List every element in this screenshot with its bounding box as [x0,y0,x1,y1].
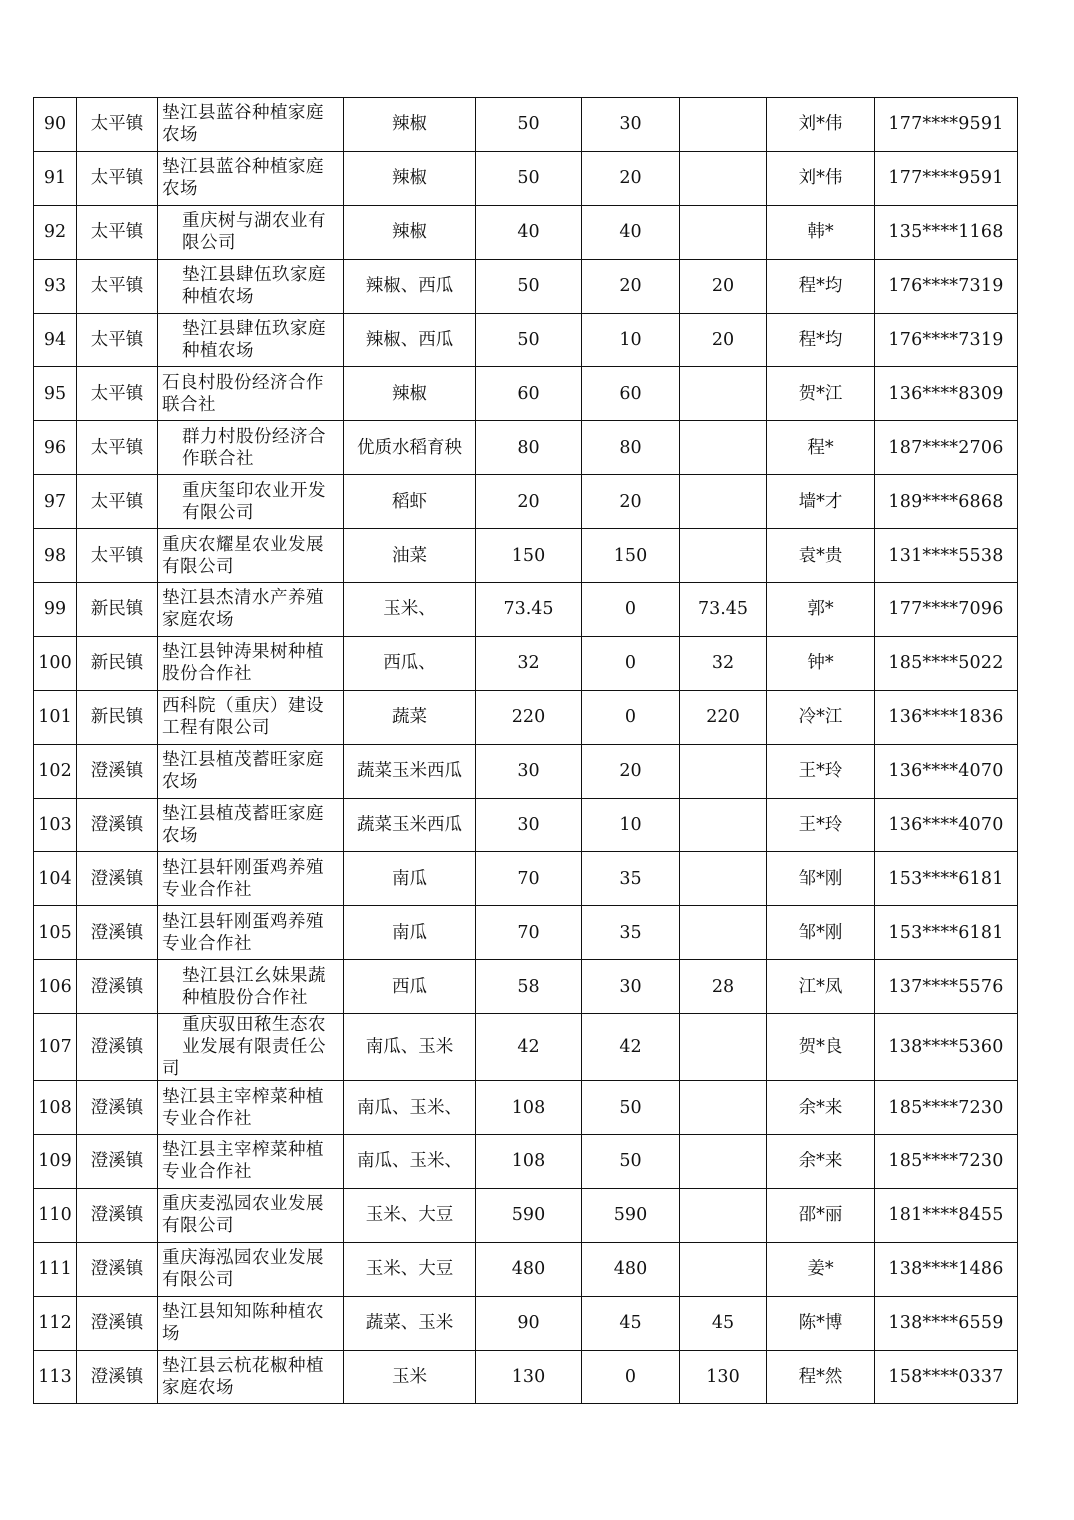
crop-cell: 玉米、 [344,583,476,637]
entity-name-line-1: 西科院（重庆）建设 [162,696,324,717]
table-row [34,151,1018,205]
entity-name-line-2: 工程有限公司 [162,718,270,739]
table-row [34,367,1018,421]
contact-cell: 袁*贵 [767,529,875,583]
value-1-cell: 480 [476,1242,582,1296]
contact-cell: 陈*博 [767,1296,875,1350]
row-number-cell: 113 [34,1350,77,1404]
entity-name-line-2: 专业合作社 [162,879,252,900]
value-2-cell: 20 [582,475,680,529]
town-cell: 太平镇 [77,313,158,367]
value-2-cell: 20 [582,744,680,798]
crop-cell: 玉米 [344,1350,476,1404]
contact-cell: 韩* [767,205,875,259]
value-3-cell [680,906,767,960]
phone-cell: 138****6559 [875,1296,1018,1350]
value-1-cell: 50 [476,151,582,205]
entity-name-line-1: 垫江县杰清水产养殖 [162,588,324,609]
row-number-cell: 91 [34,151,77,205]
entity-name-line-2: 专业合作社 [162,1162,252,1183]
entity-name-line-2: 有限公司 [182,502,254,523]
entity-name-cell [158,259,344,313]
value-2-cell: 60 [582,367,680,421]
contact-cell: 墙*才 [767,475,875,529]
value-1-cell: 108 [476,1081,582,1135]
row-number-cell: 97 [34,475,77,529]
value-1-cell: 30 [476,798,582,852]
contact-cell: 钟* [767,636,875,690]
value-3-cell: 28 [680,960,767,1014]
contact-cell: 刘*伟 [767,151,875,205]
phone-cell: 185****7230 [875,1135,1018,1189]
value-3-cell [680,205,767,259]
table-row [34,690,1018,744]
town-cell: 澄溪镇 [77,1296,158,1350]
value-1-cell: 70 [476,852,582,906]
value-2-cell: 0 [582,1350,680,1404]
value-2-cell: 20 [582,259,680,313]
crop-cell: 辣椒 [344,367,476,421]
row-number-cell: 112 [34,1296,77,1350]
town-cell: 澄溪镇 [77,744,158,798]
row-number-cell: 102 [34,744,77,798]
table-row [34,1350,1018,1404]
entity-name-line-1: 垫江县主宰榨菜种植 [162,1086,324,1107]
row-number-cell: 108 [34,1081,77,1135]
entity-name-line-1: 石良村股份经济合作 [162,372,324,393]
entity-name-line-2: 限公司 [182,233,236,254]
phone-cell: 136****4070 [875,798,1018,852]
row-number-cell: 96 [34,421,77,475]
value-2-cell: 35 [582,906,680,960]
entity-name-line-2: 农场 [162,179,198,200]
phone-cell: 136****4070 [875,744,1018,798]
entity-name-line-1: 垫江县蓝谷种植家庭 [162,157,324,178]
table-row [34,1296,1018,1350]
entity-name-line-2: 种植股份合作社 [182,987,308,1008]
entity-name-line-2: 股份合作社 [162,664,252,685]
contact-cell: 余*来 [767,1081,875,1135]
crop-cell: 南瓜、玉米、 [344,1081,476,1135]
value-3-cell [680,1188,767,1242]
value-1-cell: 130 [476,1350,582,1404]
phone-cell: 189****6868 [875,475,1018,529]
phone-cell: 135****1168 [875,205,1018,259]
table-body [34,98,1018,1404]
crop-cell: 蔬菜 [344,690,476,744]
entity-name-line-1: 垫江县肆伍玖家庭 [182,265,326,286]
value-3-cell [680,367,767,421]
entity-name-cell [158,798,344,852]
entity-name-cell [158,583,344,637]
entity-name-line-1: 重庆麦泓园农业发展 [162,1194,324,1215]
town-cell: 澄溪镇 [77,906,158,960]
phone-cell: 138****1486 [875,1242,1018,1296]
value-2-cell: 30 [582,960,680,1014]
value-1-cell: 150 [476,529,582,583]
crop-cell: 西瓜、 [344,636,476,690]
contact-cell: 程*均 [767,259,875,313]
value-3-cell [680,744,767,798]
contact-cell: 刘*伟 [767,98,875,152]
value-2-cell: 45 [582,1296,680,1350]
entity-name-line-2: 作联合社 [182,448,254,469]
entity-name-cell [158,1014,344,1081]
value-1-cell: 58 [476,960,582,1014]
value-2-cell: 10 [582,313,680,367]
value-2-cell: 0 [582,690,680,744]
value-1-cell: 90 [476,1296,582,1350]
value-1-cell: 70 [476,906,582,960]
table-row [34,1014,1018,1081]
row-number-cell: 90 [34,98,77,152]
table-row [34,744,1018,798]
table-row [34,1188,1018,1242]
town-cell: 澄溪镇 [77,798,158,852]
phone-cell: 137****5576 [875,960,1018,1014]
crop-cell: 南瓜 [344,906,476,960]
entity-name-line-2: 家庭农场 [162,1378,234,1399]
table-row [34,475,1018,529]
value-2-cell: 0 [582,636,680,690]
value-1-cell: 50 [476,313,582,367]
value-3-cell: 220 [680,690,767,744]
entity-name-line-1: 垫江县云杭花椒种植 [162,1356,324,1377]
row-number-cell: 107 [34,1014,77,1081]
value-3-cell [680,421,767,475]
row-number-cell: 109 [34,1135,77,1189]
town-cell: 太平镇 [77,151,158,205]
contact-cell: 王*玲 [767,744,875,798]
value-3-cell: 130 [680,1350,767,1404]
town-cell: 太平镇 [77,529,158,583]
phone-cell: 177****9591 [875,151,1018,205]
row-number-cell: 92 [34,205,77,259]
entity-name-cell [158,744,344,798]
town-cell: 新民镇 [77,690,158,744]
table-row [34,313,1018,367]
town-cell: 新民镇 [77,636,158,690]
value-2-cell: 0 [582,583,680,637]
row-number-cell: 104 [34,852,77,906]
value-3-cell [680,1242,767,1296]
contact-cell: 姜* [767,1242,875,1296]
entity-name-line-1: 垫江县肆伍玖家庭 [182,319,326,339]
entity-name-cell [158,151,344,205]
town-cell: 澄溪镇 [77,1081,158,1135]
phone-cell: 131****5538 [875,529,1018,583]
row-number-cell: 94 [34,313,77,367]
value-3-cell [680,798,767,852]
table-row [34,529,1018,583]
town-cell: 太平镇 [77,367,158,421]
row-number-cell: 106 [34,960,77,1014]
crop-cell: 辣椒 [344,205,476,259]
value-1-cell: 20 [476,475,582,529]
entity-name-cell [158,529,344,583]
town-cell: 澄溪镇 [77,1014,158,1081]
crop-cell: 南瓜 [344,852,476,906]
contact-cell: 程* [767,421,875,475]
entity-name-cell [158,421,344,475]
entity-name-line-2: 农场 [162,772,198,793]
phone-cell: 176****7319 [875,259,1018,313]
table-row [34,583,1018,637]
entity-name-line-2: 有限公司 [162,556,234,577]
crop-cell: 玉米、大豆 [344,1242,476,1296]
entity-name-cell [158,98,344,152]
entity-name-line-1: 垫江县江幺妹果蔬 [182,965,326,986]
value-2-cell: 50 [582,1081,680,1135]
value-2-cell: 30 [582,98,680,152]
entity-name-line-1: 重庆农耀星农业发展 [162,534,324,555]
entity-name-cell [158,690,344,744]
value-3-cell [680,529,767,583]
entity-name-line-2: 有限公司 [162,1216,234,1237]
value-2-cell: 480 [582,1242,680,1296]
value-3-cell: 73.45 [680,583,767,637]
contact-cell: 冷*江 [767,690,875,744]
value-1-cell: 42 [476,1014,582,1081]
value-3-cell [680,151,767,205]
value-3-cell: 32 [680,636,767,690]
crop-cell: 南瓜、玉米、 [344,1135,476,1189]
row-number-cell: 111 [34,1242,77,1296]
entity-name-cell [158,852,344,906]
value-1-cell: 73.45 [476,583,582,637]
value-3-cell: 45 [680,1296,767,1350]
crop-cell: 辣椒 [344,151,476,205]
town-cell: 澄溪镇 [77,1188,158,1242]
value-2-cell: 40 [582,205,680,259]
phone-cell: 153****6181 [875,906,1018,960]
contact-cell: 邵*丽 [767,1188,875,1242]
table-row [34,1081,1018,1135]
entity-name-line-1: 垫江县钟涛果树种植 [162,642,324,663]
entity-name-line-1: 群力村股份经济合 [182,426,326,447]
value-3-cell [680,98,767,152]
phone-cell: 138****5360 [875,1014,1018,1081]
crop-cell: 优质水稻育秧 [344,421,476,475]
contact-cell: 江*凤 [767,960,875,1014]
row-number-cell: 100 [34,636,77,690]
town-cell: 澄溪镇 [77,1242,158,1296]
crop-cell: 辣椒、西瓜 [344,259,476,313]
table-row [34,636,1018,690]
crop-cell: 辣椒、西瓜 [344,313,476,367]
entity-name-line-1: 垫江县植茂蓄旺家庭 [162,804,324,825]
crop-cell: 稻虾 [344,475,476,529]
entity-name-line-1: 重庆树与湖农业有 [182,211,326,232]
phone-cell: 181****8455 [875,1188,1018,1242]
entity-name-cell [158,313,344,367]
entity-name-cell [158,1242,344,1296]
phone-cell: 187****2706 [875,421,1018,475]
contact-cell: 郭* [767,583,875,637]
value-3-cell [680,1014,767,1081]
entity-name-line-2: 种植农场 [182,287,254,308]
crop-cell: 蔬菜玉米西瓜 [344,798,476,852]
value-2-cell: 50 [582,1135,680,1189]
entity-name-cell [158,636,344,690]
entity-name-line-1: 重庆海泓园农业发展 [162,1248,324,1269]
entity-name-cell [158,475,344,529]
contact-cell: 程*均 [767,313,875,367]
table-row [34,1242,1018,1296]
data-table [33,97,1018,1404]
phone-cell: 176****7319 [875,313,1018,367]
entity-name-line-1: 垫江县知知陈种植农 [162,1302,324,1323]
entity-name-cell [158,1296,344,1350]
entity-name-line-2: 专业合作社 [162,933,252,954]
entity-name-line-1: 垫江县主宰榨菜种植 [162,1140,324,1161]
table-row [34,1135,1018,1189]
crop-cell: 蔬菜玉米西瓜 [344,744,476,798]
contact-cell: 邹*刚 [767,906,875,960]
phone-cell: 185****5022 [875,636,1018,690]
contact-cell: 邹*刚 [767,852,875,906]
value-3-cell [680,1135,767,1189]
table-row [34,798,1018,852]
phone-cell: 177****7096 [875,583,1018,637]
entity-name-line-2: 有限公司 [162,1270,234,1291]
value-1-cell: 50 [476,259,582,313]
entity-name-cell [158,367,344,421]
crop-cell: 西瓜 [344,960,476,1014]
value-2-cell: 590 [582,1188,680,1242]
entity-name-cell [158,1081,344,1135]
value-1-cell: 40 [476,205,582,259]
value-3-cell [680,852,767,906]
table-row [34,259,1018,313]
phone-cell: 136****1836 [875,690,1018,744]
town-cell: 澄溪镇 [77,1135,158,1189]
value-1-cell: 80 [476,421,582,475]
table-row [34,906,1018,960]
row-number-cell: 105 [34,906,77,960]
entity-name-cell [158,205,344,259]
entity-name-line-2: 农场 [162,826,198,847]
value-2-cell: 20 [582,151,680,205]
value-1-cell: 30 [476,744,582,798]
town-cell: 太平镇 [77,475,158,529]
value-3-cell [680,475,767,529]
entity-name-cell [158,1135,344,1189]
row-number-cell: 98 [34,529,77,583]
phone-cell: 177****9591 [875,98,1018,152]
value-3-cell: 20 [680,259,767,313]
crop-cell: 玉米、大豆 [344,1188,476,1242]
entity-name-line-1: 垫江县蓝谷种植家庭 [162,103,324,124]
crop-cell: 南瓜、玉米 [344,1014,476,1081]
town-cell: 新民镇 [77,583,158,637]
value-1-cell: 220 [476,690,582,744]
value-3-cell [680,1081,767,1135]
table-row [34,421,1018,475]
value-1-cell: 108 [476,1135,582,1189]
row-number-cell: 103 [34,798,77,852]
value-1-cell: 590 [476,1188,582,1242]
contact-cell: 贺*良 [767,1014,875,1081]
entity-name-line-1: 垫江县植茂蓄旺家庭 [162,750,324,771]
entity-name-line-2: 家庭农场 [162,610,234,631]
value-2-cell: 80 [582,421,680,475]
table-row [34,960,1018,1014]
value-2-cell: 10 [582,798,680,852]
crop-cell: 蔬菜、玉米 [344,1296,476,1350]
entity-name-cell [158,960,344,1014]
row-number-cell: 99 [34,583,77,637]
row-number-cell: 95 [34,367,77,421]
table-row [34,205,1018,259]
row-number-cell: 110 [34,1188,77,1242]
value-2-cell: 42 [582,1014,680,1081]
entity-name-line-2: 场 [162,1324,180,1345]
value-1-cell: 50 [476,98,582,152]
entity-name-line-1: 垫江县轩刚蛋鸡养殖 [162,857,324,878]
entity-name-cell [158,1350,344,1404]
contact-cell: 贺*江 [767,367,875,421]
value-3-cell: 20 [680,313,767,367]
entity-name-line-2: 专业合作社 [162,1108,252,1129]
table-row [34,852,1018,906]
value-2-cell: 150 [582,529,680,583]
town-cell: 太平镇 [77,421,158,475]
crop-cell: 油菜 [344,529,476,583]
phone-cell: 185****7230 [875,1081,1018,1135]
value-1-cell: 32 [476,636,582,690]
entity-name-line-1: 重庆玺印农业开发 [182,480,326,501]
entity-name-line-1: 垫江县轩刚蛋鸡养殖 [162,911,324,932]
phone-cell: 158****0337 [875,1350,1018,1404]
entity-name-line-2: 种植农场 [182,341,254,361]
phone-cell: 136****8309 [875,367,1018,421]
town-cell: 太平镇 [77,205,158,259]
town-cell: 太平镇 [77,259,158,313]
entity-name-cell [158,906,344,960]
entity-name-cell [158,1188,344,1242]
contact-cell: 程*然 [767,1350,875,1404]
row-number-cell: 101 [34,690,77,744]
town-cell: 澄溪镇 [77,852,158,906]
table-row [34,98,1018,152]
value-2-cell: 35 [582,852,680,906]
entity-name-line-2: 联合社 [162,394,216,415]
crop-cell: 辣椒 [344,98,476,152]
phone-cell: 153****6181 [875,852,1018,906]
town-cell: 澄溪镇 [77,1350,158,1404]
value-1-cell: 60 [476,367,582,421]
entity-name-line-2: 农场 [162,125,198,146]
contact-cell: 王*玲 [767,798,875,852]
town-cell: 澄溪镇 [77,960,158,1014]
entity-name-line-2: 业发展有限责任公司 [162,1037,326,1080]
entity-name-line-1: 重庆驭田秾生态农 [182,1015,326,1036]
row-number-cell: 93 [34,259,77,313]
town-cell: 太平镇 [77,98,158,152]
contact-cell: 余*来 [767,1135,875,1189]
